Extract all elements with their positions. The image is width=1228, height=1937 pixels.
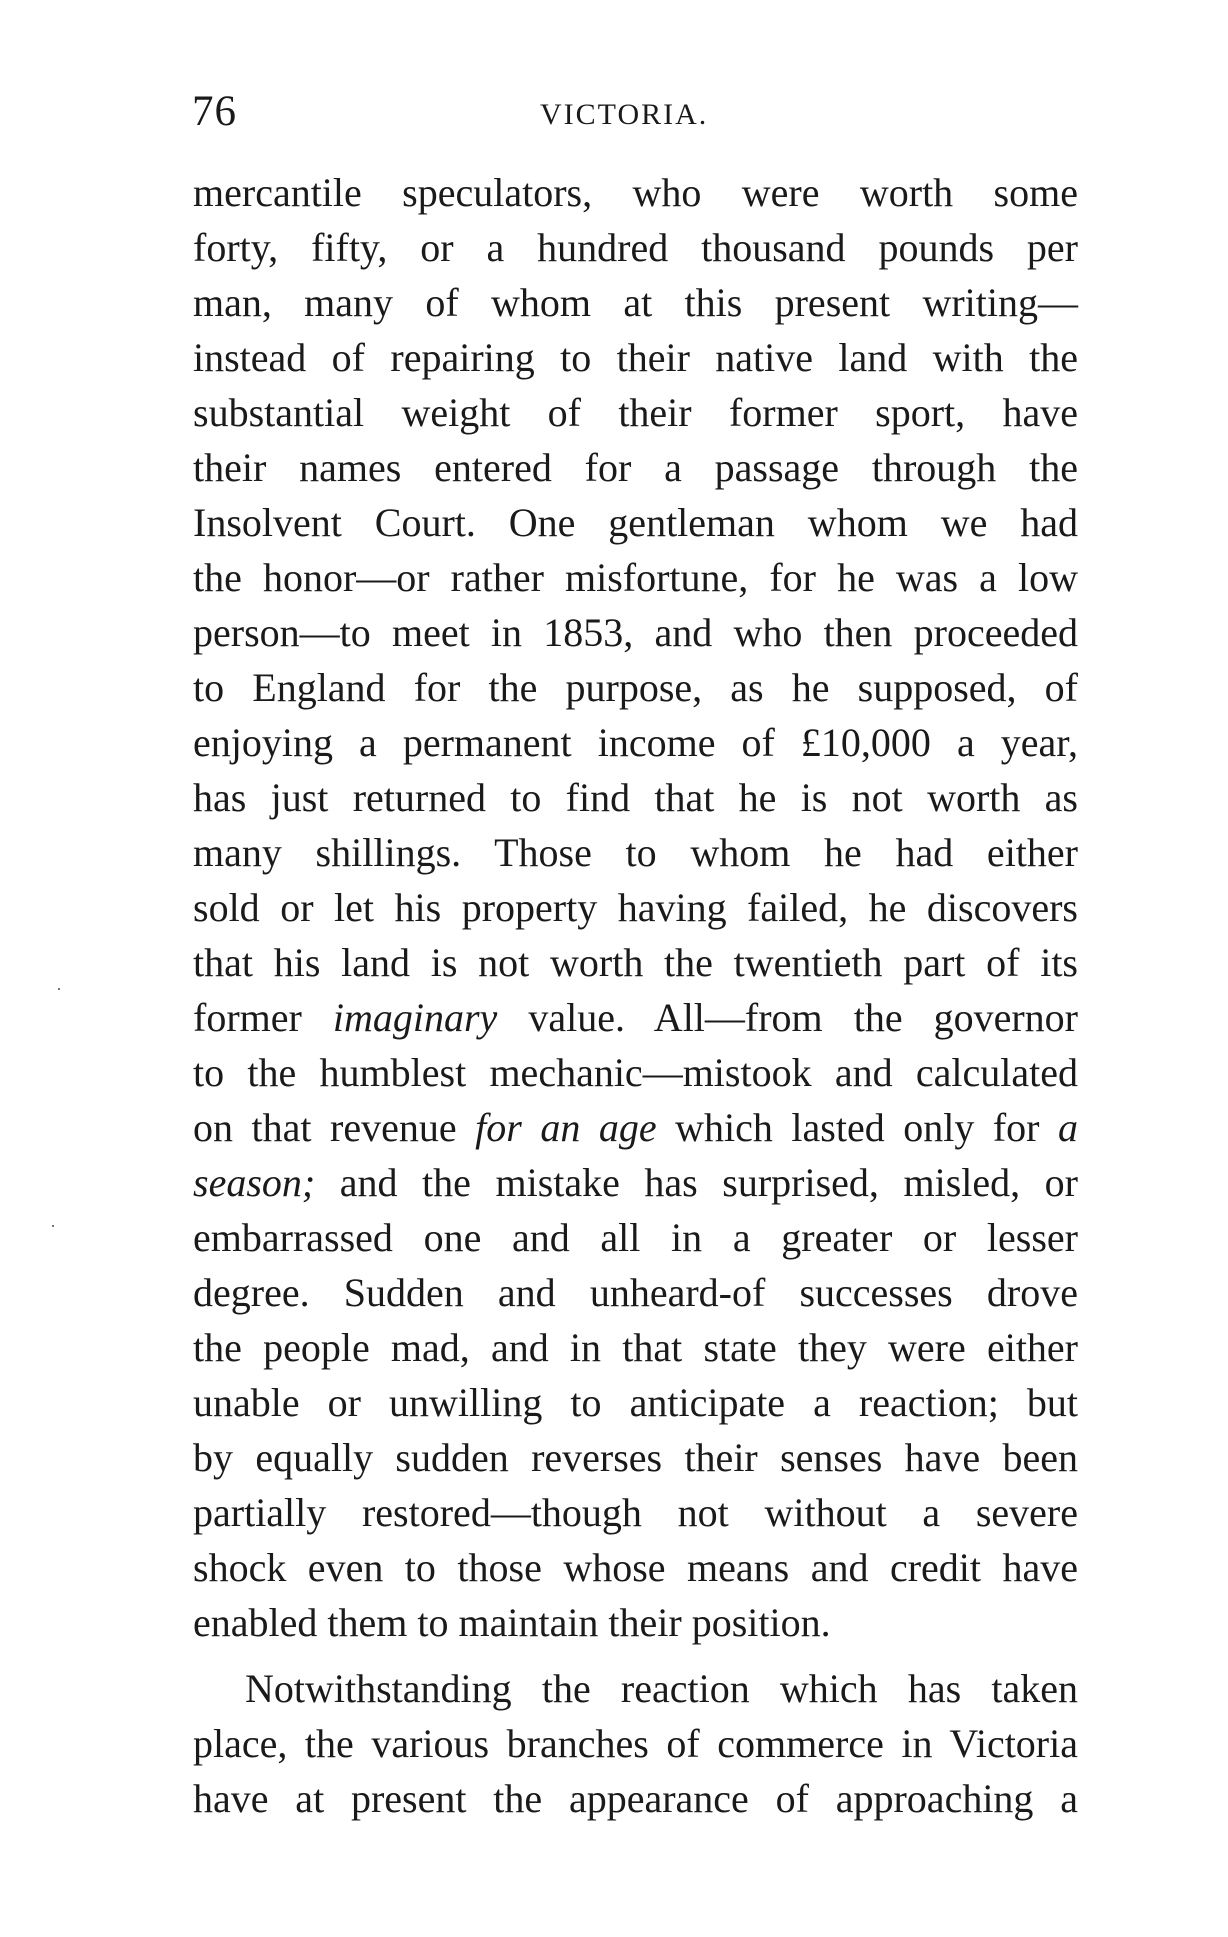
text-line: degree. Sudden and unheard-of successes drove xyxy=(193,1270,1078,1315)
text-line: person—to meet in 1853, and who then proceeded xyxy=(193,610,1078,655)
text-line: the people mad, and in that state they were either xyxy=(193,1325,1078,1370)
text-line: the honor—or rather misfortune, for he was a low xyxy=(193,555,1078,600)
text-line: mercantile speculators, who were worth some xyxy=(193,170,1078,215)
text-line-with-italic xyxy=(193,1100,1078,1155)
text-line: shock even to those whose means and credit have xyxy=(193,1545,1078,1590)
text-line: that his land is not worth the twentieth part of its xyxy=(193,940,1078,985)
text-run: and the mistake has surprised, misled, or xyxy=(315,1160,1078,1205)
page-number: 76 xyxy=(192,88,237,135)
scan-speck xyxy=(52,1225,54,1227)
text-run: which lasted only for xyxy=(656,1105,1059,1150)
text-line: substantial weight of their former sport, have xyxy=(193,390,1078,435)
text-line: forty, fifty, or a hundred thousand pounds per xyxy=(193,225,1078,270)
text-line: to England for the purpose, as he supposed, of xyxy=(193,665,1078,710)
text-line: enjoying a permanent income of £10,000 a year, xyxy=(193,720,1078,765)
paragraph-gap xyxy=(193,1650,1078,1661)
text-line: has just returned to find that he is not worth as xyxy=(193,775,1078,820)
text-line: embarrassed one and all in a greater or lesser xyxy=(193,1215,1078,1260)
text-line: partially restored—though not without a severe xyxy=(193,1490,1078,1535)
text-line: Insolvent Court. One gentleman whom we had xyxy=(193,500,1078,545)
text-run: former xyxy=(193,995,333,1040)
text-line: by equally sudden reverses their senses have been xyxy=(193,1435,1078,1480)
italic-run: for an age xyxy=(475,1105,657,1150)
body-text xyxy=(193,165,1078,1826)
italic-run: imaginary xyxy=(332,995,498,1040)
text-run: on that revenue xyxy=(193,1105,476,1150)
text-run: value. All—from the governor xyxy=(497,995,1079,1040)
text-line: Notwithstanding the reaction which has taken xyxy=(245,1666,1078,1711)
text-line: have at present the appearance of approaching a xyxy=(193,1776,1078,1821)
text-line-with-italic xyxy=(193,1155,1078,1210)
text-line: instead of repairing to their native land with the xyxy=(193,335,1078,380)
text-line: many shillings. Those to whom he had either xyxy=(193,830,1078,875)
text-line: place, the various branches of commerce in Victoria xyxy=(193,1721,1078,1766)
text-line: to the humblest mechanic—mistook and calculated xyxy=(193,1050,1078,1095)
italic-run: season; xyxy=(193,1160,316,1205)
text-line: unable or unwilling to anticipate a reaction; but xyxy=(193,1380,1078,1425)
scan-speck xyxy=(58,988,60,990)
text-line-with-italic xyxy=(193,990,1078,1045)
italic-run: a xyxy=(1058,1105,1079,1150)
text-line: enabled them to maintain their position. xyxy=(193,1600,831,1645)
running-title: VICTORIA. xyxy=(540,98,709,131)
text-line: their names entered for a passage through the xyxy=(193,445,1078,490)
text-line: man, many of whom at this present writing— xyxy=(193,280,1078,325)
text-line: sold or let his property having failed, he discovers xyxy=(193,885,1078,930)
